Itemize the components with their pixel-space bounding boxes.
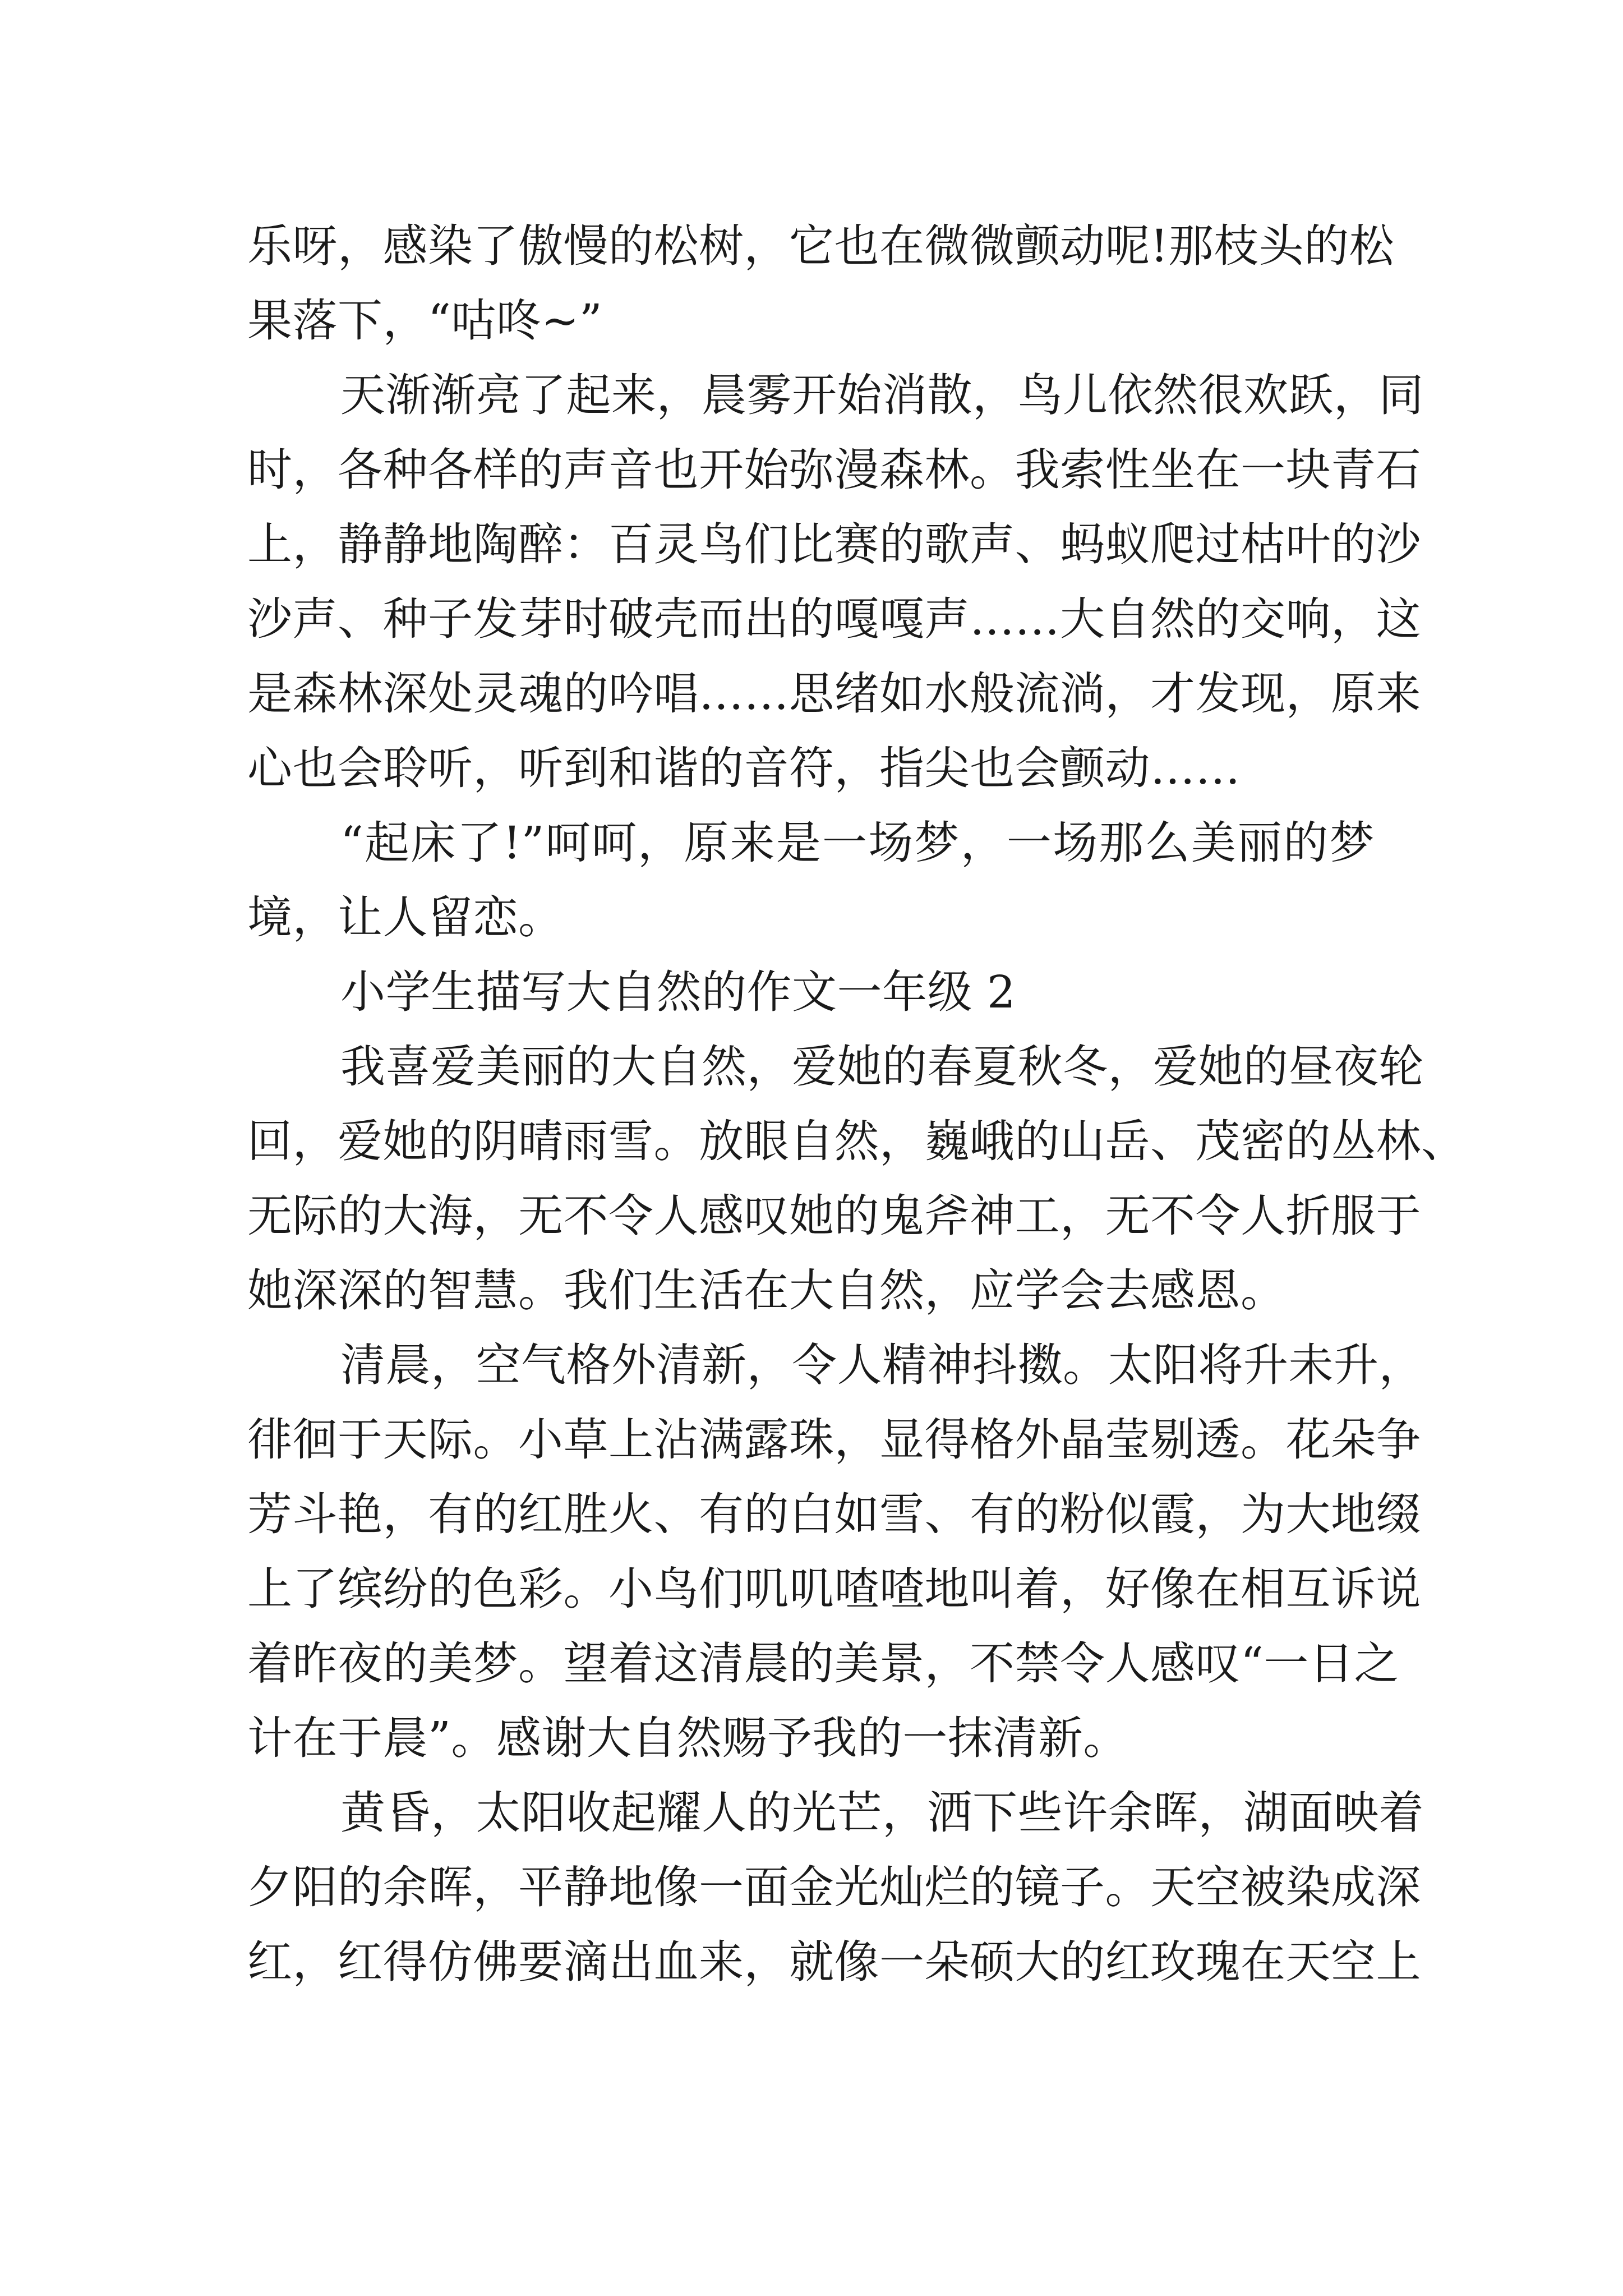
text-line: 着昨夜的美梦。望着这清晨的美景，不禁令人感叹“一日之	[247, 1637, 1399, 1690]
paragraph-first-line: 清晨，空气格外清新，令人精神抖擞。太阳将升未升，	[340, 1339, 1424, 1391]
text-line: 时，各种各样的声音也开始弥漫森林。我索性坐在一块青石	[247, 444, 1421, 496]
text-line: 她深深的智慧。我们生活在大自然，应学会去感恩。	[247, 1264, 1286, 1317]
section-heading: 小学生描写大自然的作文一年级 2	[340, 966, 1016, 1018]
text-line: 果落下，“咕咚~”	[247, 295, 603, 347]
text-line: 徘徊于天际。小草上沾满露珠，显得格外晶莹剔透。花朵争	[247, 1414, 1421, 1466]
text-line: 上了缤纷的色彩。小鸟们叽叽喳喳地叫着，好像在相互诉说	[247, 1563, 1421, 1615]
text-line: 心也会聆听，听到和谐的音符，指尖也会颤动……	[247, 742, 1241, 794]
text-line: 回，爱她的阴晴雨雪。放眼自然，巍峨的山岳、茂密的丛林、	[247, 1115, 1467, 1167]
text-line: 夕阳的余晖，平静地像一面金光灿烂的镜子。天空被染成深	[247, 1861, 1421, 1913]
text-line: 乐呀，感染了傲慢的松树，它也在微微颤动呢!那枝头的松	[247, 220, 1395, 272]
paragraph-first-line: “起床了!”呵呵，原来是一场梦，一场那么美丽的梦	[340, 817, 1375, 869]
text-line: 沙声、种子发芽时破壳而出的嘎嘎声……大自然的交响，这	[247, 593, 1421, 645]
text-line: 计在于晨”。感谢大自然赐予我的一抹清新。	[247, 1712, 1128, 1764]
text-line: 无际的大海，无不令人感叹她的鬼斧神工，无不令人折服于	[247, 1190, 1421, 1242]
text-line: 芳斗艳，有的红胜火、有的白如雪、有的粉似霞，为大地缀	[247, 1488, 1421, 1540]
text-line: 是森林深处灵魂的吟唱……思绪如水般流淌，才发现，原来	[247, 668, 1421, 720]
text-line: 境，让人留恋。	[247, 891, 564, 944]
text-line: 上，静静地陶醉：百灵鸟们比赛的歌声、蚂蚁爬过枯叶的沙	[247, 518, 1421, 570]
text-line: 红，红得仿佛要滴出血来，就像一朵硕大的红玫瑰在天空上	[247, 1936, 1421, 1988]
paragraph-first-line: 我喜爱美丽的大自然，爱她的春夏秋冬，爱她的昼夜轮	[340, 1041, 1424, 1093]
paragraph-first-line: 天渐渐亮了起来，晨雾开始消散，鸟儿依然很欢跃，同	[340, 369, 1424, 421]
body-text	[247, 209, 1467, 1999]
paragraph-first-line: 黄昏，太阳收起耀人的光芒，洒下些许余晖，湖面映着	[340, 1787, 1424, 1839]
